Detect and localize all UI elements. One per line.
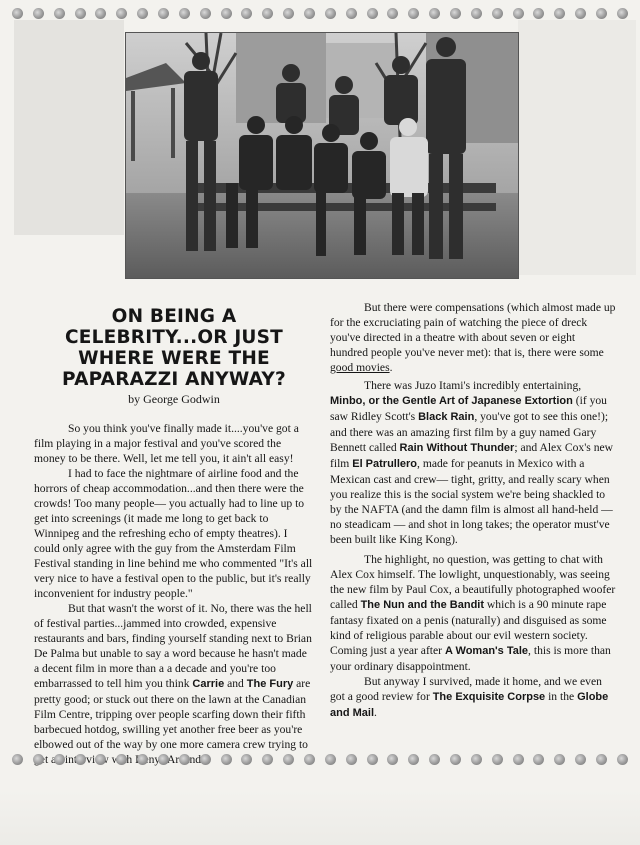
article-column-right [330, 300, 616, 721]
decorative-dot-border-bottom [12, 752, 628, 766]
group-photo-illustration [126, 33, 518, 278]
article-column-left [34, 300, 314, 767]
paragraph-1: So you think you've finally made it....you've got a film playing in a major festival and you've scored the money to be there. Well, let me tell you, it ain't all easy! [34, 422, 299, 465]
film-title-carrie: Carrie [192, 678, 225, 690]
bleed-through-shadow-right [518, 20, 636, 275]
bleed-through-shadow-left [14, 20, 124, 235]
article-headline: ON BEING A CELEBRITY...OR JUST WHERE WERE THE PAPARAZZI ANYWAY? [62, 306, 286, 390]
paragraph-2: I had to face the nightmare of airline food and the horrors of cheap accommodation...and then there were the crowds! Too many people— you actually had to line up to get into screenings (it made me long to get back to Winnipeg and the refreshing echo of empty theatres). I could only agree with the guy from the Amsterdam Film Festival standing in line behind me who commented "It's all very nice to have a festival open to the public, but it's really inconvenient for industry people." [34, 467, 313, 600]
group-photo [125, 32, 519, 279]
film-title-nun-and-bandit: The Nun and the Bandit [360, 599, 485, 611]
paragraph-4: But there were compensations (which almost made up for the excruciating pain of watching the piece of dreck you've directed in a theatre with about seven or eight hundred people you've never met): that is, there were some good movies. [330, 301, 616, 374]
film-title-minbo: Minbo, or the Gentle Art of Japanese Extortion [330, 395, 573, 407]
paragraph-6: The highlight, no question, was getting to chat with Alex Cox himself. The lowlight, unquestionably, was seeing the new film by Paul Cox, a beautifully photographed woofer called The Nun and the Bandit which is a 90 minute rape fantasy fixated on a penis (naturally) and disguised as some kind of religious parable about our evil western society. Coming just a year after A Woman's Tale, this is more than your ordinary disappointment. [330, 553, 616, 673]
film-title-womans-tale: A Woman's Tale [444, 645, 529, 657]
paragraph-7: But anyway I survived, made it home, and we even got a good review for The Exquisite Corpse in the Globe and Mail. [330, 675, 609, 719]
film-title-el-patrullero: El Patrullero [352, 458, 418, 470]
film-title-black-rain: Black Rain [418, 411, 475, 423]
film-title-the-fury: The Fury [246, 678, 294, 690]
paragraph-3: But that wasn't the worst of it. No, there was the hell of festival parties...jammed into crowded, expensive restaurants and bars, finding yourself standing next to Brian De Palma but unable to say a word because he hasn't made a decent film in more than a a decade and you're too embarrassed to tell him you think Carrie and The Fury are pretty good; or stuck out there on the lawn at the Canadian Film Centre, tripping over people scarfing down their fifth barbecued hotdog, swilling yet another free beer as you're elbowed out of the way by one more camera crew trying to interview Denys [34, 602, 312, 766]
page-bottom-margin [0, 790, 640, 845]
article-byline: by George Godwin [128, 392, 220, 406]
decorative-dot-border-top [12, 6, 628, 20]
underlined-good-movies: good movies [330, 361, 390, 374]
film-title-exquisite-corpse: The Exquisite Corpse [432, 691, 546, 703]
newspaper-name: Globe and Mail [330, 691, 609, 719]
film-title-rain-without-thunder: Rain Without Thunder [399, 442, 515, 454]
paragraph-5: There was Juzo Itami's incredibly entertaining, Minbo, or the Gentle Art of Japanese Extortion (if you saw Ridley Scott's Black Rain, you've got to see this one!); and there was an amazing first film by a guy named Gary Bennett called Rain Without Thunder; and Alex Cox's new film El Patrullero, made for peanuts in Mexico with a Mexican cast and crew— tight, gritty, and really scary when you realize this is the social system we're being shackled to by the NAFTA (and the damn film is almost all hand-held — no steadicam — and shot in long takes; the operator must've been built like King Kong). [330, 379, 614, 546]
